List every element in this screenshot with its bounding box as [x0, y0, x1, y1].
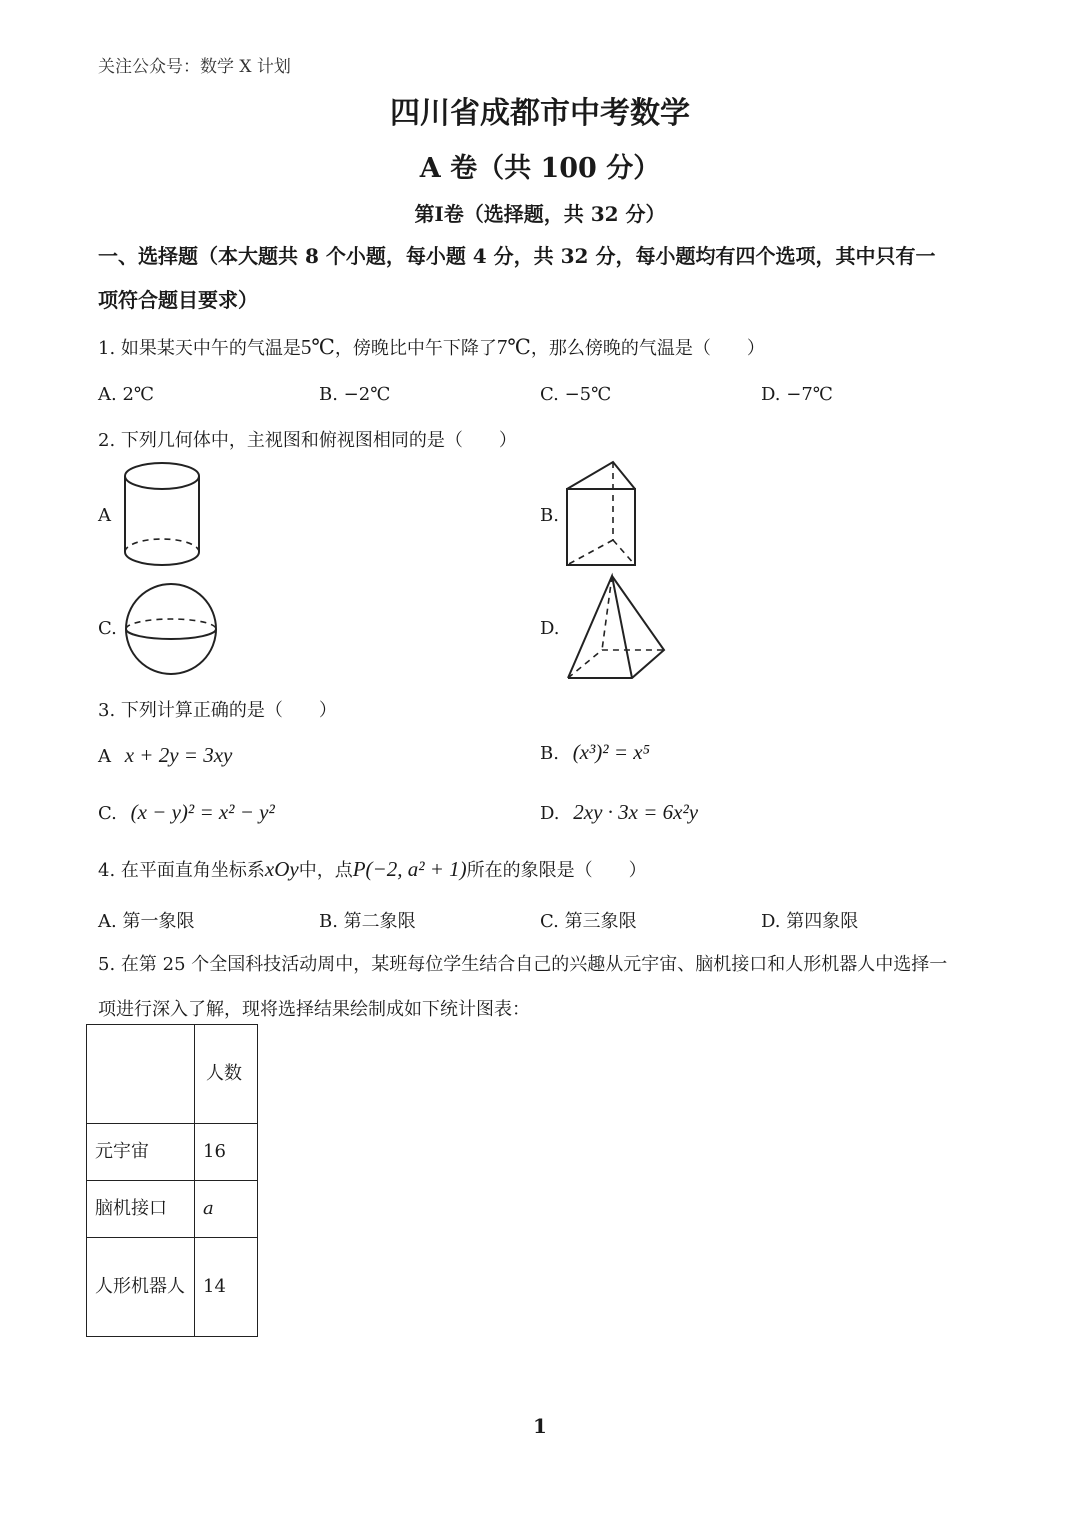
header-note: 关注公众号：数学 X 计划	[98, 57, 291, 77]
q3-expr-d: 2xy · 3x = 6x²y	[573, 800, 699, 824]
page-number: 1	[533, 1414, 547, 1438]
table-header-empty	[87, 1025, 195, 1124]
section-heading-line2: 项符合题目要求）	[98, 288, 258, 312]
q3-expr-a: x + 2y = 3xy	[124, 743, 233, 767]
q1-option-c[interactable]: C. −5℃	[540, 384, 612, 405]
q1-option-d[interactable]: D. −7℃	[761, 384, 833, 405]
q2-option-a[interactable]: A	[98, 505, 111, 526]
q1-value-1: 5℃	[300, 335, 335, 359]
q3-option-b[interactable]: B. (x³)² = x⁵	[540, 740, 650, 764]
q3-option-c[interactable]: C. (x − y)² = x² − y²	[98, 800, 275, 824]
question-4: 4. 在平面直角坐标系xOy中，点P(−2, a² + 1)所在的象限是（ ）	[98, 857, 647, 881]
section-heading-line1: 一、选择题（本大题共 8 个小题，每小题 4 分，共 32 分，每小题均有四个选项，其中只有一	[98, 244, 936, 268]
part-title: 第Ⅰ卷（选择题，共 32 分）	[414, 202, 666, 226]
table-row: 元宇宙 16	[87, 1124, 258, 1181]
coordinate-system: xOy	[264, 857, 299, 881]
question-5-line1: 5. 在第 25 个全国科技活动周中，某班每位学生结合自己的兴趣从元宇宙、脑机接口和人形机器人中选择一	[98, 954, 948, 975]
table-header-row	[87, 1025, 258, 1124]
cylinder-icon	[120, 458, 206, 572]
q4-option-c[interactable]: C. 第三象限	[540, 911, 637, 932]
stat-table	[86, 1024, 258, 1337]
triangular-prism-icon	[564, 460, 638, 570]
table-header-count: 人数	[195, 1025, 258, 1124]
q3-expr-b: (x³)² = x⁵	[572, 740, 650, 764]
q1-option-a[interactable]: A. 2℃	[98, 384, 155, 405]
q4-option-b[interactable]: B. 第二象限	[319, 911, 416, 932]
q1-option-b[interactable]: B. −2℃	[319, 384, 391, 405]
q3-option-d[interactable]: D. 2xy · 3x = 6x²y	[540, 800, 699, 824]
q3-expr-c: (x − y)² = x² − y²	[130, 800, 275, 824]
q2-option-c[interactable]: C.	[98, 618, 117, 639]
page-title: 四川省成都市中考数学	[390, 96, 690, 131]
q4-option-a[interactable]: A. 第一象限	[98, 911, 195, 932]
page-subtitle: A 卷（共 100 分）	[419, 153, 661, 184]
question-1: 1. 如果某天中午的气温是5℃，傍晚比中午下降了7℃，那么傍晚的气温是（ ）	[98, 335, 765, 359]
sphere-icon	[122, 582, 220, 676]
table-row: 人形机器人 14	[87, 1238, 258, 1337]
question-5-line2: 项进行深入了解，现将选择结果绘制成如下统计图表：	[98, 999, 530, 1020]
pyramid-icon	[564, 572, 668, 682]
point-p: P(−2, a² + 1)	[352, 857, 467, 881]
question-3: 3. 下列计算正确的是（ ）	[98, 700, 337, 721]
q1-value-2: 7℃	[496, 335, 531, 359]
q3-option-a[interactable]: A x + 2y = 3xy	[98, 743, 233, 767]
question-2: 2. 下列几何体中，主视图和俯视图相同的是（ ）	[98, 430, 517, 451]
q2-option-d[interactable]: D.	[540, 618, 560, 639]
table-row: 脑机接口 a	[87, 1181, 258, 1238]
q2-option-b[interactable]: B.	[540, 505, 559, 526]
q4-option-d[interactable]: D. 第四象限	[761, 911, 859, 932]
